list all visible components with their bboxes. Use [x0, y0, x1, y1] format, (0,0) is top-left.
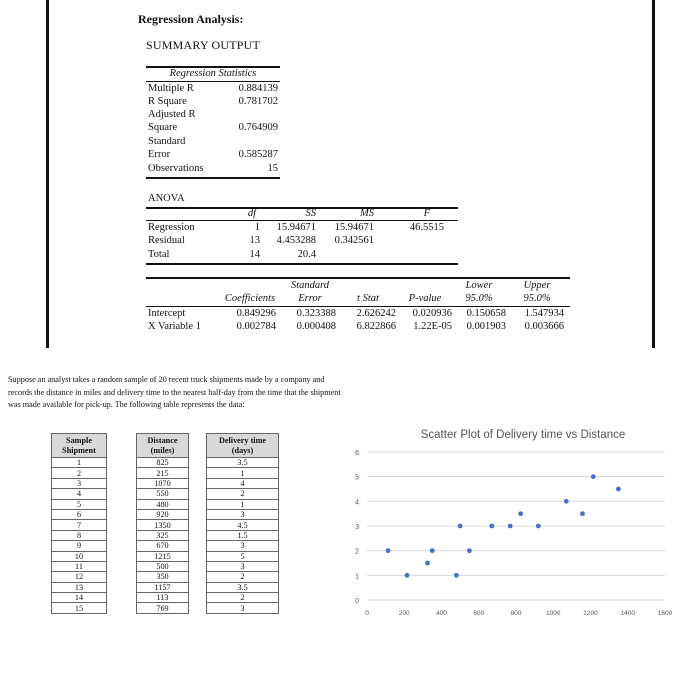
cell-delivery-time: 4 [207, 478, 279, 488]
data-point [386, 548, 391, 553]
cell-sample: 10 [52, 551, 107, 561]
table-row [52, 593, 279, 603]
cell-delivery-time: 2 [207, 489, 279, 499]
coef-header-se-bottom: Error [298, 293, 322, 304]
data-point [489, 524, 494, 529]
anova-header-df: df [247, 208, 256, 219]
data-point [425, 561, 430, 566]
y-tick-label: 5 [355, 474, 359, 482]
anova-bottom-rule [146, 263, 458, 265]
regression-statistics-header: Regression Statistics [169, 68, 257, 79]
table-row [52, 551, 279, 561]
adjusted-r-label-line1: Adjusted R [148, 109, 196, 120]
observations-label: Observations [148, 163, 204, 174]
page-border-left [46, 0, 49, 348]
cell-gap [107, 572, 137, 582]
coef-header-se-top: Standard [290, 280, 330, 291]
header-distance-line1: Distance [147, 435, 178, 445]
table-row [52, 530, 279, 540]
cell-delivery-time: 1 [207, 468, 279, 478]
cell-delivery-time: 1 [207, 499, 279, 509]
header-distance [137, 434, 189, 458]
std-error-value: 0.585287 [238, 149, 278, 160]
cell-sample: 4 [52, 489, 107, 499]
x-tick-label: 1600 [657, 610, 673, 617]
cell-sample: 13 [52, 582, 107, 592]
cell-gap [107, 551, 137, 561]
cell-delivery-time: 1.5 [207, 530, 279, 540]
cell-gap [107, 458, 137, 468]
cell-distance: 500 [137, 561, 189, 571]
cell-gap [189, 582, 207, 592]
anova-row-label: Residual [148, 235, 185, 246]
data-point [518, 511, 523, 516]
header-sample-line1: Sample [66, 435, 92, 445]
coef-cell-se: 0.000408 [296, 321, 336, 332]
coef-top-rule [146, 277, 570, 279]
data-point [536, 524, 541, 529]
coef-header-upper-top: Upper [523, 280, 551, 291]
y-tick-label: 1 [355, 573, 359, 581]
coef-header-rule [146, 306, 570, 307]
page-border-right [652, 0, 655, 348]
anova-header-rule [146, 220, 458, 221]
multiple-r-value: 0.884139 [238, 83, 278, 94]
cell-delivery-time: 3 [207, 509, 279, 519]
cell-gap [107, 593, 137, 603]
table-row [52, 582, 279, 592]
cell-delivery-time: 3.5 [207, 458, 279, 468]
data-point [454, 573, 459, 578]
x-tick-label: 0 [365, 610, 369, 617]
header-delivery-time [207, 434, 279, 458]
anova-cell-ss: 15.94671 [276, 222, 316, 233]
y-tick-label: 3 [355, 524, 359, 531]
data-point [430, 548, 435, 553]
header-gap [189, 434, 207, 458]
anova-header-ss: SS [305, 208, 316, 219]
cell-distance: 480 [137, 499, 189, 509]
cell-distance: 215 [137, 468, 189, 478]
coef-cell-coef: 0.002784 [236, 321, 276, 332]
cell-delivery-time: 3 [207, 561, 279, 571]
coef-cell-coef: 0.849296 [236, 308, 276, 319]
coef-cell-pvalue: 1.22E-05 [413, 321, 452, 332]
stats-header-rule [146, 81, 280, 82]
anova-row-label: Regression [148, 222, 195, 233]
cell-sample: 3 [52, 478, 107, 488]
cell-gap [107, 582, 137, 592]
coef-cell-upper: 1.547934 [524, 308, 564, 319]
table-row [52, 478, 279, 488]
coef-cell-upper: 0.003666 [524, 321, 564, 332]
coef-cell-se: 0.323388 [296, 308, 336, 319]
cell-distance: 825 [137, 458, 189, 468]
cell-gap [107, 520, 137, 530]
anova-cell-df: 13 [249, 235, 260, 246]
anova-cell-ms: 0.342561 [334, 235, 374, 246]
table-row [52, 468, 279, 478]
cell-distance: 769 [137, 603, 189, 613]
cell-sample: 11 [52, 561, 107, 571]
cell-gap [107, 499, 137, 509]
anova-cell-df: 1 [254, 222, 260, 233]
coef-cell-pvalue: 0.020936 [412, 308, 452, 319]
anova-row-label: Total [148, 249, 170, 260]
anova-header-ms: MS [360, 208, 374, 219]
coef-header-pvalue: P-value [408, 293, 442, 304]
cell-gap [189, 541, 207, 551]
cell-sample: 7 [52, 520, 107, 530]
cell-distance: 1350 [137, 520, 189, 530]
anova-title: ANOVA [148, 193, 185, 204]
x-tick-label: 800 [510, 610, 522, 617]
cell-gap [189, 593, 207, 603]
data-point [616, 487, 621, 492]
cell-sample: 6 [52, 509, 107, 519]
chart-title: Scatter Plot of Delivery time vs Distance [420, 429, 626, 441]
adjusted-r-label-line2: Square [148, 122, 178, 133]
table-row [52, 520, 279, 530]
data-point [508, 524, 513, 529]
x-tick-label: 1200 [583, 610, 598, 617]
anova-header-f: F [423, 208, 430, 219]
observations-value: 15 [267, 163, 278, 174]
cell-sample: 9 [52, 541, 107, 551]
coef-cell-tstat: 6.822866 [356, 321, 396, 332]
cell-sample: 12 [52, 572, 107, 582]
cell-gap [107, 603, 137, 613]
table-row [52, 489, 279, 499]
cell-delivery-time: 3 [207, 541, 279, 551]
cell-gap [107, 489, 137, 499]
cell-sample: 2 [52, 468, 107, 478]
y-tick-label: 0 [355, 598, 359, 605]
cell-sample: 5 [52, 499, 107, 509]
coef-cell-lower: 0.150658 [466, 308, 506, 319]
table-row [52, 499, 279, 509]
anova-cell-ms: 15.94671 [334, 222, 374, 233]
coef-row-label: X Variable 1 [148, 321, 201, 332]
x-tick-label: 400 [436, 610, 447, 617]
multiple-r-label: Multiple R [148, 83, 194, 94]
table-row [52, 458, 279, 468]
header-time-line1: Delivery time [218, 435, 267, 445]
cell-delivery-time: 2 [207, 572, 279, 582]
data-point [580, 511, 585, 516]
cell-gap [189, 489, 207, 499]
cell-gap [189, 561, 207, 571]
page-title: Regression Analysis: [138, 12, 244, 26]
cell-sample: 15 [52, 603, 107, 613]
x-tick-label: 200 [398, 610, 410, 617]
anova-cell-f: 46.5515 [409, 222, 444, 233]
cell-gap [107, 468, 137, 478]
cell-distance: 1070 [137, 478, 189, 488]
coef-header-coefficients: Coefficients [224, 293, 276, 304]
header-gap [107, 434, 137, 458]
cell-gap [107, 561, 137, 571]
coef-header-tstat: t Stat [357, 293, 379, 304]
data-point [467, 548, 472, 553]
r-square-label: R Square [148, 96, 187, 107]
y-tick-label: 2 [355, 548, 359, 556]
table-row [52, 603, 279, 613]
std-error-label-line1: Standard [148, 136, 186, 147]
coef-row-label: Intercept [148, 308, 186, 319]
cell-distance: 670 [137, 541, 189, 551]
coef-cell-lower: 0.001903 [466, 321, 506, 332]
header-sample-shipment [52, 434, 107, 458]
cell-distance: 1215 [137, 551, 189, 561]
data-point [458, 524, 463, 529]
summary-output-title: SUMMARY OUTPUT [146, 38, 261, 52]
anova-cell-ss: 4.453288 [276, 235, 316, 246]
cell-distance: 550 [137, 489, 189, 499]
cell-distance: 1157 [137, 582, 189, 592]
anova-cell-df: 14 [249, 249, 260, 260]
cell-delivery-time: 5 [207, 551, 279, 561]
cell-gap [189, 572, 207, 582]
cell-gap [189, 468, 207, 478]
cell-gap [189, 458, 207, 468]
cell-sample: 8 [52, 530, 107, 540]
data-point [564, 499, 569, 504]
header-distance-line2: (miles) [150, 445, 175, 455]
table-row [52, 509, 279, 519]
cell-distance: 350 [137, 572, 189, 582]
cell-delivery-time: 2 [207, 593, 279, 603]
cell-sample: 1 [52, 458, 107, 468]
header-sample-line2: Shipment [62, 445, 96, 455]
cell-gap [189, 499, 207, 509]
coef-header-upper-bottom: 95.0% [523, 293, 551, 304]
coef-cell-tstat: 2.626242 [356, 308, 396, 319]
scatter-chart [345, 418, 695, 648]
table-row [52, 541, 279, 551]
anova-cell-ss: 20.4 [297, 249, 316, 260]
stats-bottom-rule [146, 177, 280, 179]
cell-gap [189, 520, 207, 530]
cell-distance: 113 [137, 593, 189, 603]
table-row [52, 572, 279, 582]
cell-distance: 920 [137, 509, 189, 519]
x-tick-label: 600 [473, 610, 485, 617]
x-tick-label: 1000 [546, 610, 561, 617]
x-tick-label: 1400 [620, 610, 635, 617]
cell-delivery-time: 4.5 [207, 520, 279, 530]
cell-gap [189, 509, 207, 519]
shipment-data-table [51, 433, 279, 614]
cell-delivery-time: 3 [207, 603, 279, 613]
cell-gap [107, 509, 137, 519]
coef-header-lower-bottom: 95.0% [465, 293, 493, 304]
table-header-row [52, 434, 279, 458]
adjusted-r-square-value: 0.764909 [238, 122, 278, 133]
cell-gap [107, 541, 137, 551]
cell-gap [189, 478, 207, 488]
header-time-line2: (days) [231, 445, 254, 455]
y-tick-label: 4 [355, 499, 359, 507]
cell-gap [107, 530, 137, 540]
cell-gap [107, 478, 137, 488]
problem-statement: Suppose an analyst takes a random sample of 20 recent truck shipments made by a company and records the distance in miles and delivery time to the nearest half-day from the time that the shipment was made available for pick-up. The following table represents the data: [8, 375, 341, 409]
r-square-value: 0.781702 [238, 96, 278, 107]
cell-sample: 14 [52, 593, 107, 603]
data-point [591, 474, 596, 479]
cell-gap [189, 530, 207, 540]
cell-gap [189, 551, 207, 561]
cell-gap [189, 603, 207, 613]
table-row [52, 561, 279, 571]
y-tick-label: 6 [355, 450, 359, 457]
cell-delivery-time: 3.5 [207, 582, 279, 592]
cell-distance: 325 [137, 530, 189, 540]
std-error-label-line2: Error [148, 149, 171, 160]
data-point [405, 573, 410, 578]
coef-header-lower-top: Lower [465, 280, 493, 291]
